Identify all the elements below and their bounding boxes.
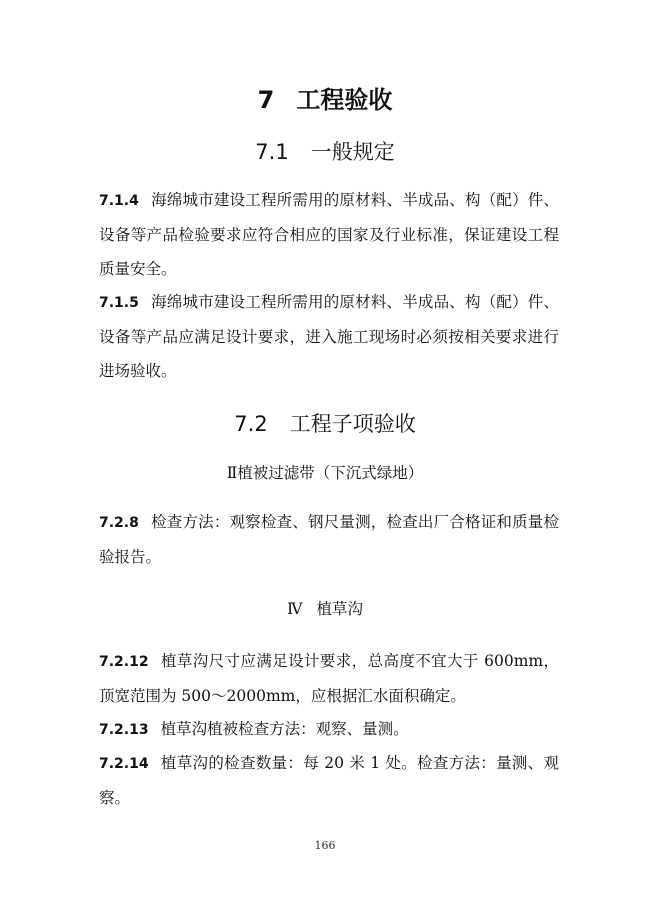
section-number: 7.1 [255, 140, 289, 164]
clause-7-2-8 [99, 505, 559, 574]
clause-text: 植草沟植被检查方法：观察、量测。 [160, 720, 409, 738]
clause-number: 7.2.12 [99, 654, 149, 670]
clause-number: 7.2.13 [99, 722, 149, 738]
chapter-number: 7 [257, 86, 275, 114]
clause-text: 检查方法：观察检查、钢尺量测，检查出厂合格证和质量检验报告。 [99, 513, 559, 566]
subsection-numeral: Ⅳ [286, 600, 303, 618]
chapter-title: 工程验收 [296, 86, 393, 114]
clause-text: 海绵城市建设工程所需用的原材料、半成品、构（配）件、设备等产品检验要求应符合相应的国家及行业标准，保证建设工程质量安全。 [99, 191, 559, 278]
page-number: 166 [314, 839, 336, 852]
subsection-heading-IV [0, 597, 650, 619]
section-title: 一般规定 [310, 140, 395, 164]
section-heading-7-1 [0, 136, 650, 166]
section-title: 工程子项验收 [289, 412, 416, 436]
clause-7-1-5 [99, 285, 559, 388]
clause-text: 海绵城市建设工程所需用的原材料、半成品、构（配）件、设备等产品应满足设计要求，进入施工现场时必须按相关要求进行进场验收。 [99, 293, 559, 380]
clause-7-1-4 [99, 183, 559, 286]
clause-text: 植草沟尺寸应满足设计要求，总高度不宜大于 600mm，顶宽范围为 500～2000mm，应根据汇水面积确定。 [99, 652, 559, 705]
clause-number: 7.2.8 [99, 515, 139, 531]
clause-7-2-12 [99, 644, 559, 713]
subsection-heading-II [0, 461, 650, 483]
section-number: 7.2 [234, 412, 268, 436]
clause-number: 7.1.5 [99, 295, 139, 311]
clause-text: 植草沟的检查数量：每 20 米 1 处。检查方法：量测、观察。 [99, 754, 559, 807]
clause-number: 7.1.4 [99, 193, 139, 209]
clause-number: 7.2.14 [99, 756, 149, 772]
section-heading-7-2 [0, 408, 650, 438]
chapter-heading [0, 80, 650, 115]
subsection-label: Ⅱ植被过滤带（下沉式绿地） [226, 464, 424, 482]
clause-7-2-14 [99, 746, 559, 815]
clause-7-2-13 [99, 712, 559, 747]
subsection-title: 植草沟 [316, 600, 363, 618]
